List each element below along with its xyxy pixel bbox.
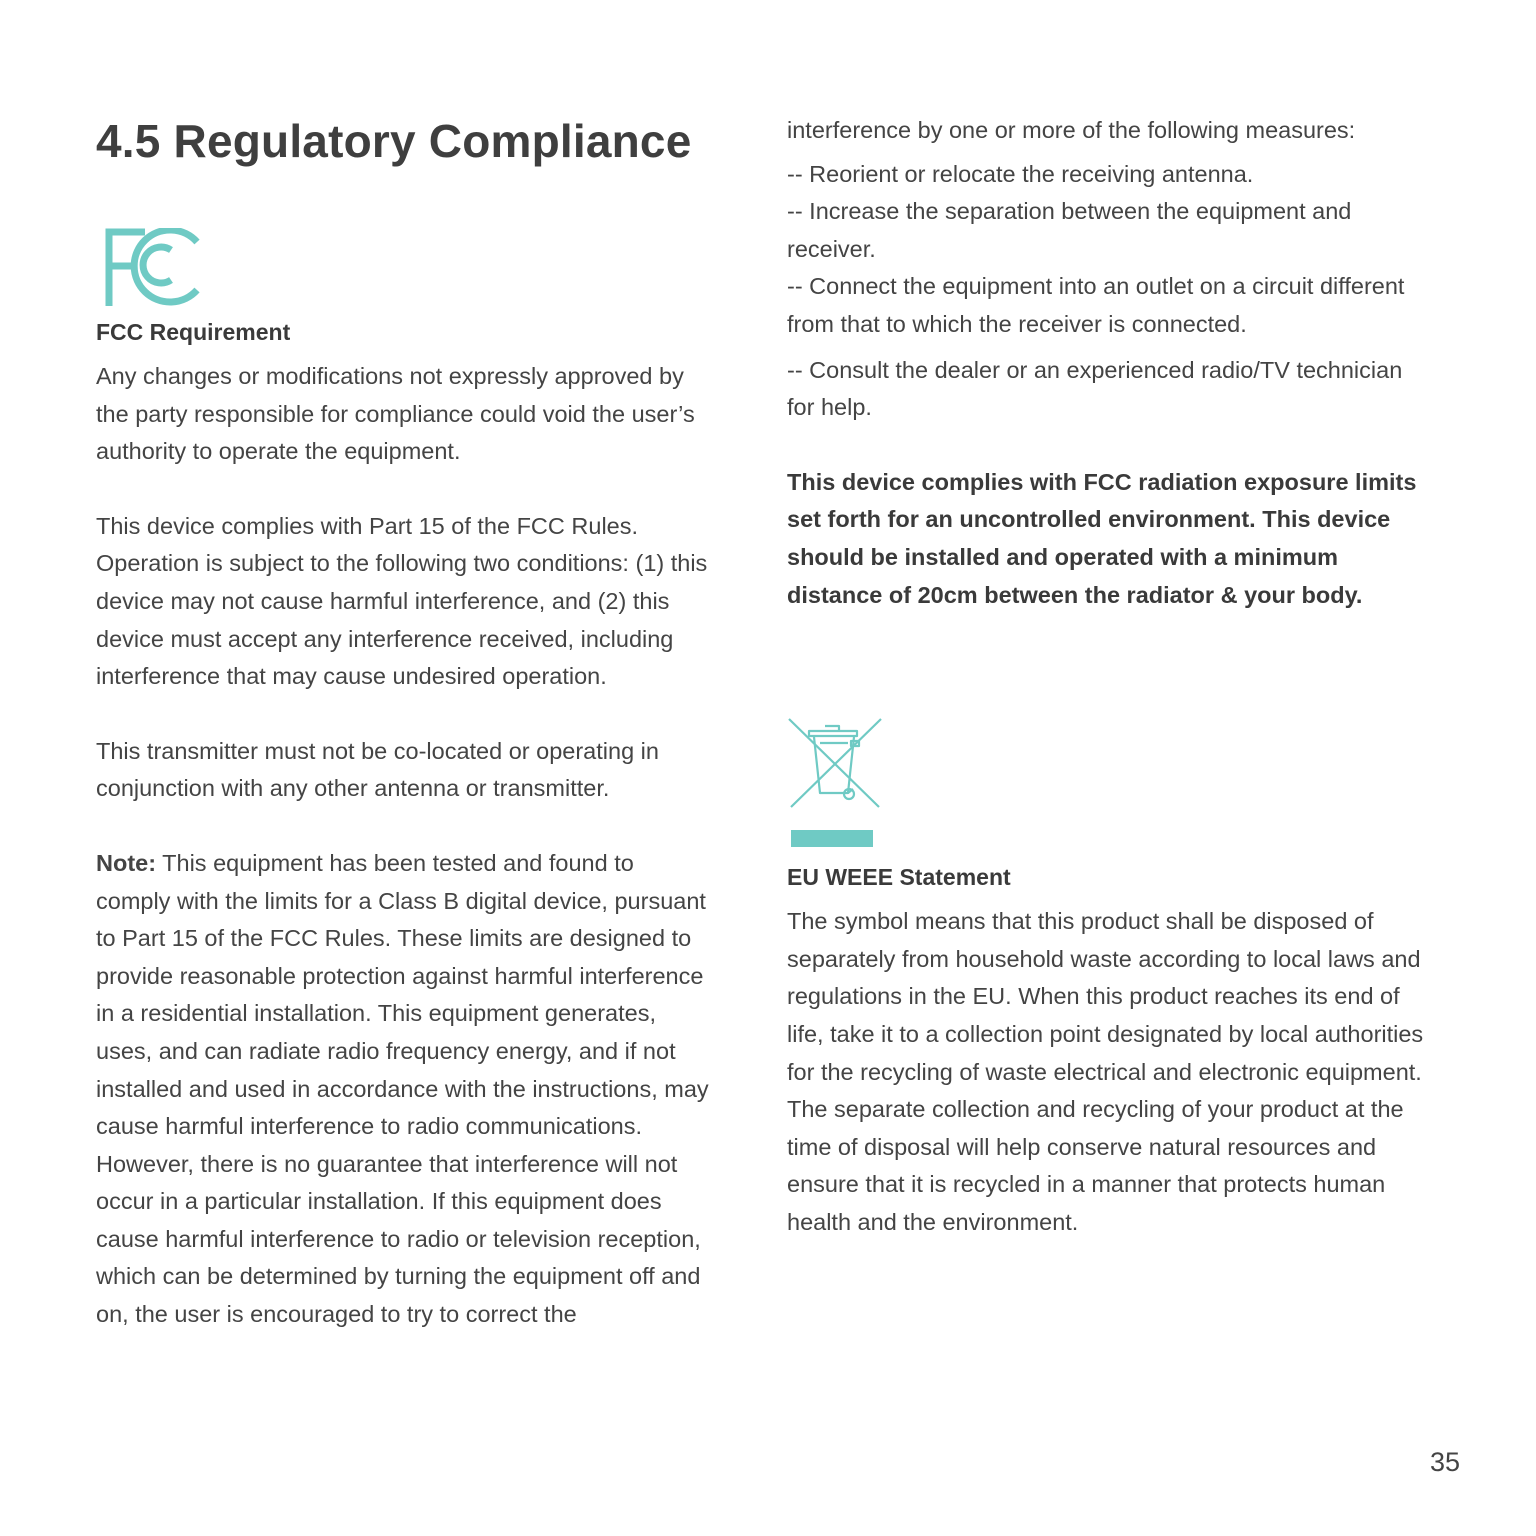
fcc-part15-paragraph: This device complies with Part 15 of the FCC Rules. Operation is subject to the following two conditions: (1) this device may not cause harmful interference, and (2) this device must accept any interference received, including interference that may cause undesired operation. [96, 512, 708, 690]
crossed-out-bin-icon [787, 717, 883, 809]
note-text: This equipment has been tested and found to comply with the limits for a Class B digital device, pursuant to Part 15 of the FCC Rules. These limits are designed to provide reasonable protection against harmful interference in a residential installation. This equipment generates, uses, and can radiate radio frequency energy, and if not installed and used in accordance with the instructions, may cause harmful interference to radio communications. However, there is no guarantee that interference will not occur in a particular installation. If this equipment does cause harmful interference to radio or television reception, which can be determined by turning the equipment off and on, the user is encouraged to try to correct the [96, 849, 709, 1328]
fcc-changes-paragraph: Any changes or modifications not expressly approved by the party responsible for compliance could void the user’s authority to operate the equipment. [96, 363, 695, 465]
co-location-paragraph: This transmitter must not be co-located or operating in conjunction with any other antenna or transmitter. [96, 737, 659, 802]
fcc-requirement-heading: FCC Requirement [96, 319, 291, 345]
weee-heading: EU WEEE Statement [787, 864, 1011, 891]
note-label: Note: [96, 849, 157, 876]
weee-underline-bar [791, 830, 873, 847]
fcc-logo-icon [105, 228, 201, 306]
right-column [787, 112, 1427, 1241]
weee-symbol [787, 717, 883, 847]
left-column [96, 110, 714, 1334]
page-number: 35 [1429, 1447, 1460, 1477]
measure-item: -- Increase the separation between the equipment and receiver. [787, 198, 1352, 262]
weee-paragraph: The symbol means that this product shall be disposed of separately from household waste according to local laws and regulations in the EU. When this product reaches its end of life, take it to a collection point designated by local authorities for the recycling of waste electrical and electronic equipment. The separate collection and recycling of your product at the time of disposal will help conserve natural resources and ensure that it is recycled in a manner that protects human health and the environment. [787, 908, 1424, 1235]
radiation-exposure-paragraph: This device complies with FCC radiation exposure limits set forth for an uncontrolled environment. This device should be installed and operated with a minimum distance of 20cm between the radiator & your body. [787, 468, 1417, 608]
continued-text: interference by one or more of the following measures: [787, 117, 1356, 143]
section-title: 4.5 Regulatory Compliance [96, 115, 692, 167]
class-b-note-paragraph [96, 845, 714, 1334]
measure-item: -- Consult the dealer or an experienced radio/TV technician for help. [787, 356, 1403, 421]
measure-item: -- Connect the equipment into an outlet on a circuit different from that to which the receiver is connected. [787, 273, 1405, 337]
measure-item: -- Reorient or relocate the receiving antenna. [787, 160, 1254, 187]
